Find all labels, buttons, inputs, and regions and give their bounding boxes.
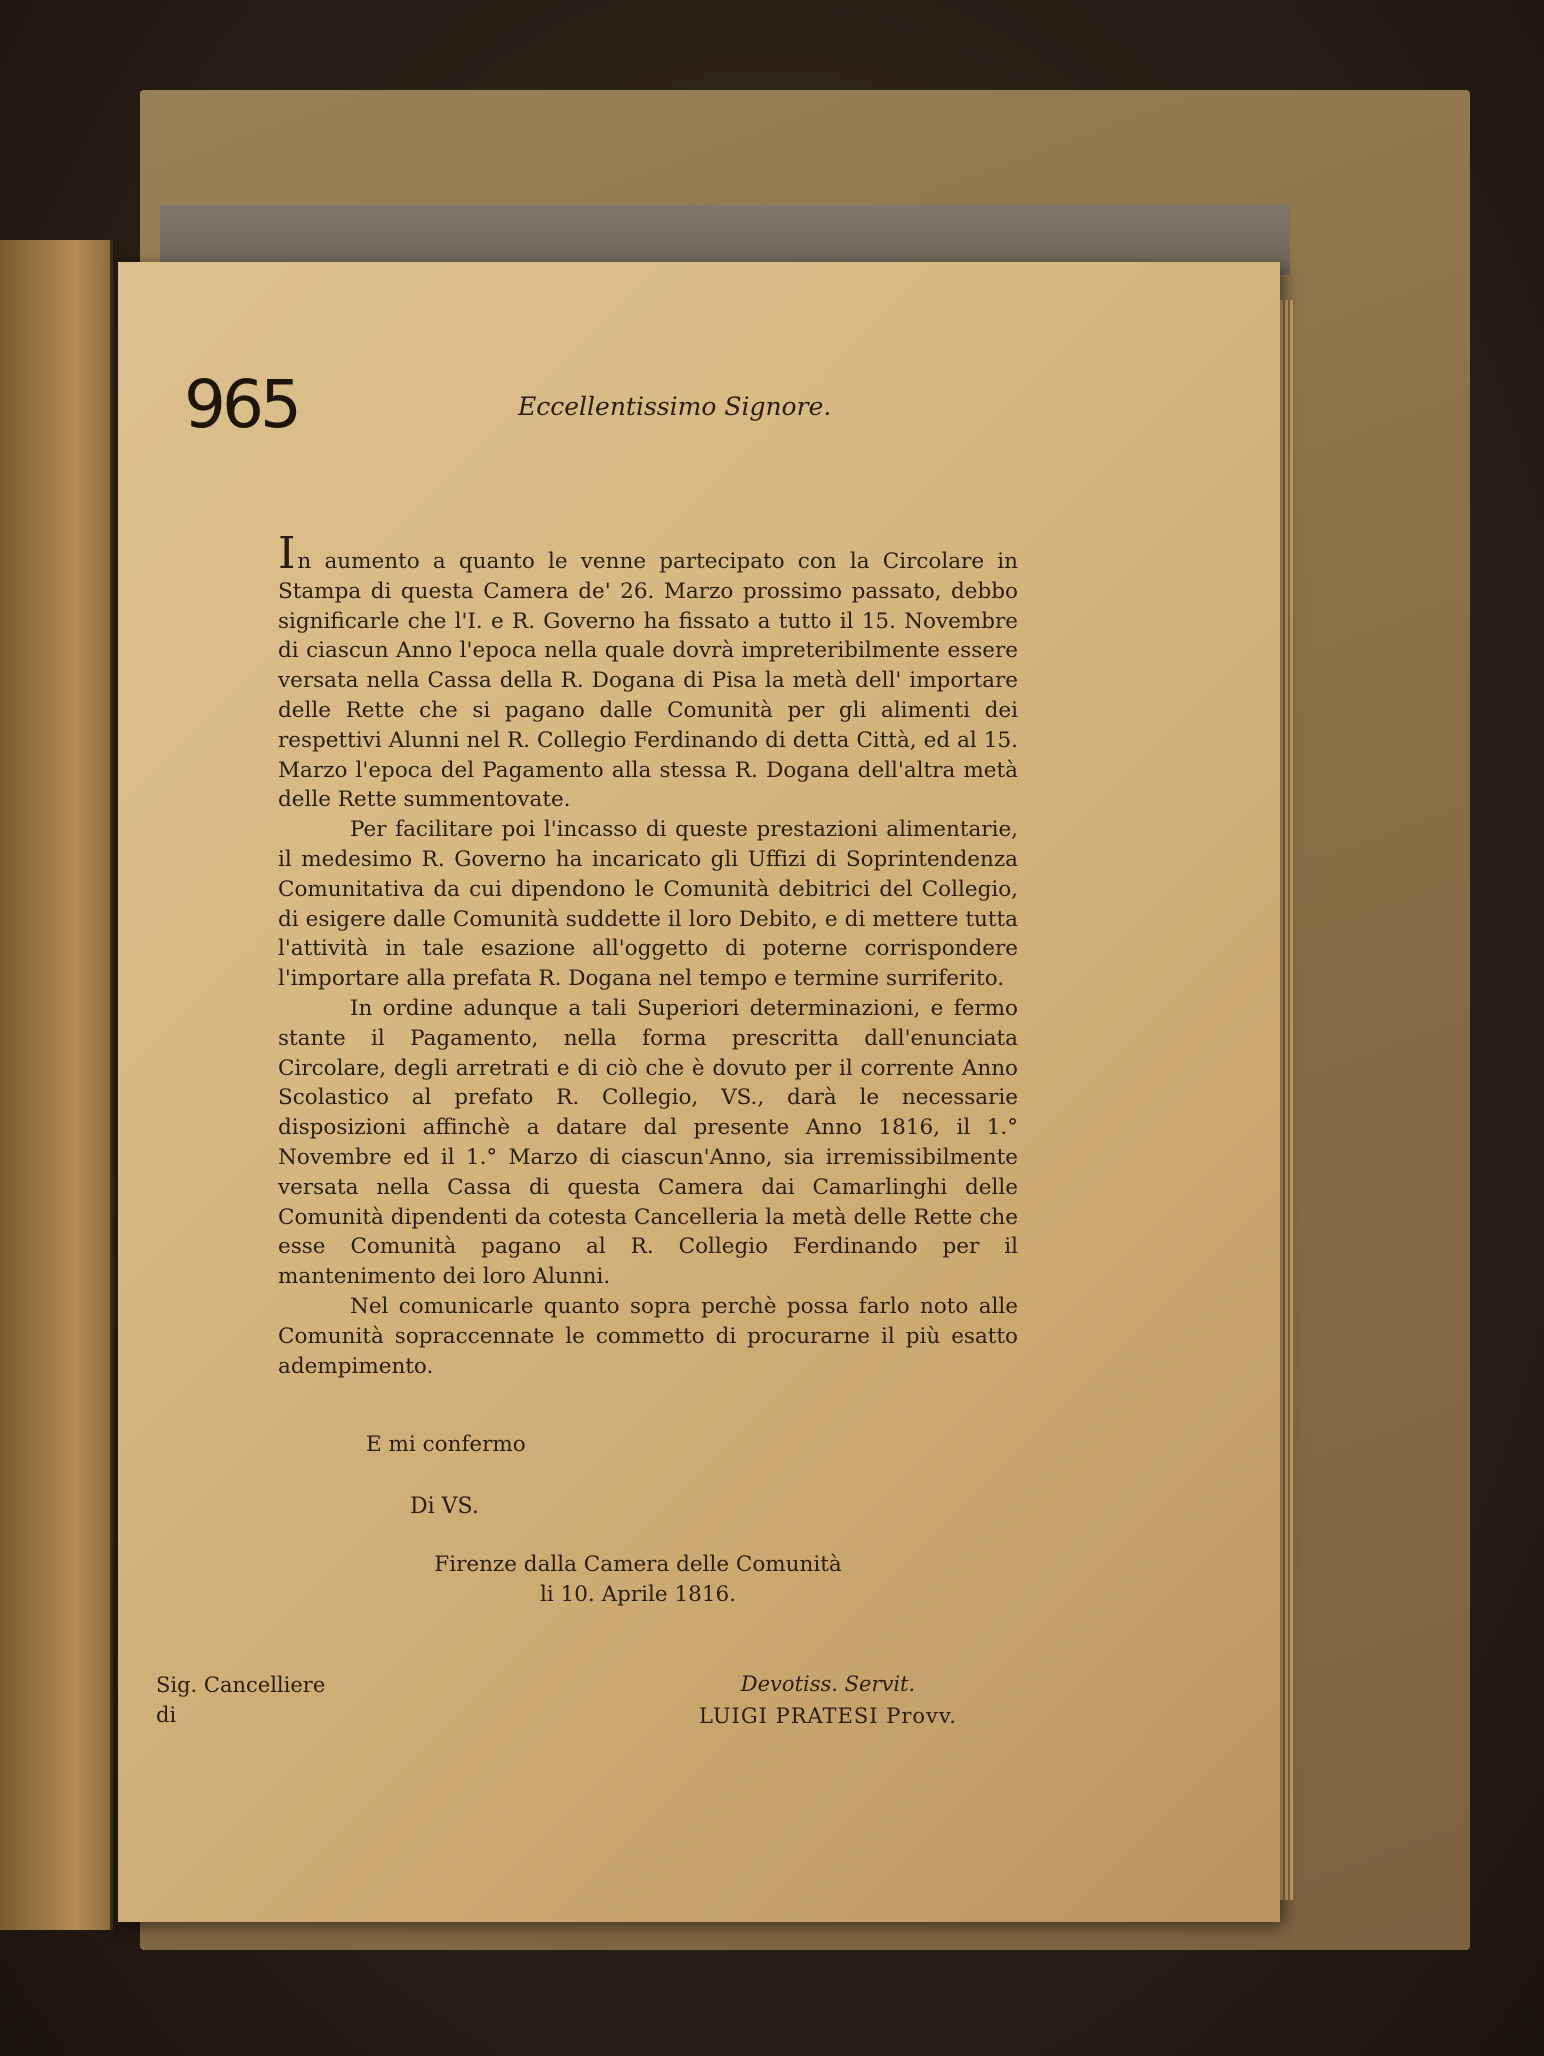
place-and-date xyxy=(418,1550,858,1610)
signature-block xyxy=(678,1668,978,1732)
drop-cap: I xyxy=(278,528,296,579)
salutation: Eccellentissimo Signore. xyxy=(518,392,832,421)
adjacent-left-page xyxy=(0,240,113,1930)
folio-number: 965 xyxy=(184,366,298,443)
paragraph-1-text: n aumento a quanto le venne partecipato con la Circolare in Stampa di questa Camera de' 26. Marzo prossimo passato, debbo significarle che l'I. e R. Governo ha fissato a tutto il 15. Novembre di ciascun Anno l'epoca nella quale dovrà impreteribilmente essere versata nella Cassa della R. Dogana di Pisa la metà dell' importare delle Rette che si pagano dalle Comunità per gli alimenti dei respettivi Alunni nel R. Collegio Ferdinando di detta Città, ed al 15. Marzo l'epoca del Pagamento alla stessa R. Dogana dell'altra metà delle Rette summentovate. xyxy=(278,549,1018,813)
place-line: Firenze dalla Camera delle Comunità xyxy=(434,1552,842,1577)
paragraph-3: In ordine adunque a tali Superiori determinazioni, e fermo stante il Pagamento, nella forma prescritta dall'enunciata Circolare, degli arretrati e di ciò che è dovuto per il corrente Anno Scolastico al prefato R. Collegio, VS., darà le necessarie disposizioni affinchè a datare dal presente Anno 1816, il 1.° Novembre ed il 1.° Marzo di ciascun'Anno, sia irremissibilmente versata nella Cassa di questa Camera dai Camarlinghi delle Comunità dipendenti da cotesta Cancelleria la metà delle Rette che esse Comunità pagano al R. Collegio Ferdinando per il mantenimento dei loro Alunni. xyxy=(278,995,1018,1290)
document-page xyxy=(118,262,1280,1922)
letter-body xyxy=(278,528,1018,1381)
paragraph-2: Per facilitare poi l'incasso di queste prestazioni alimentarie, il medesimo R. Governo ha incaricato gli Uffizi di Soprintendenza Comunitativa da cui dipendono le Comunità debitrici del Collegio, di esigere dalle Comunità suddette il loro Debito, e di mettere tutta l'attività in tale esazione all'oggetto di poterne corrispondere l'importare alla prefata R. Dogana nel tempo e termine surriferito. xyxy=(278,817,1018,992)
di-vs: Di VS. xyxy=(410,1494,479,1519)
signature-valediction: Devotiss. Servit. xyxy=(740,1672,916,1696)
paragraph-1 xyxy=(278,528,1018,815)
date-line: li 10. Aprile 1816. xyxy=(539,1582,737,1607)
paragraph-4: Nel comunicarle quanto sopra perchè possa farlo noto alle Comunità sopraccennate le commetto di procurarne il più esatto adempimento. xyxy=(278,1293,1018,1379)
addressee-place: di xyxy=(156,1703,177,1727)
signature-name: LUIGI PRATESI Provv. xyxy=(699,1704,957,1728)
addressee-title: Sig. Cancelliere xyxy=(156,1673,326,1697)
stacked-page-edges xyxy=(1280,300,1294,1900)
addressee xyxy=(156,1670,325,1730)
closing-line: E mi confermo xyxy=(366,1432,526,1457)
